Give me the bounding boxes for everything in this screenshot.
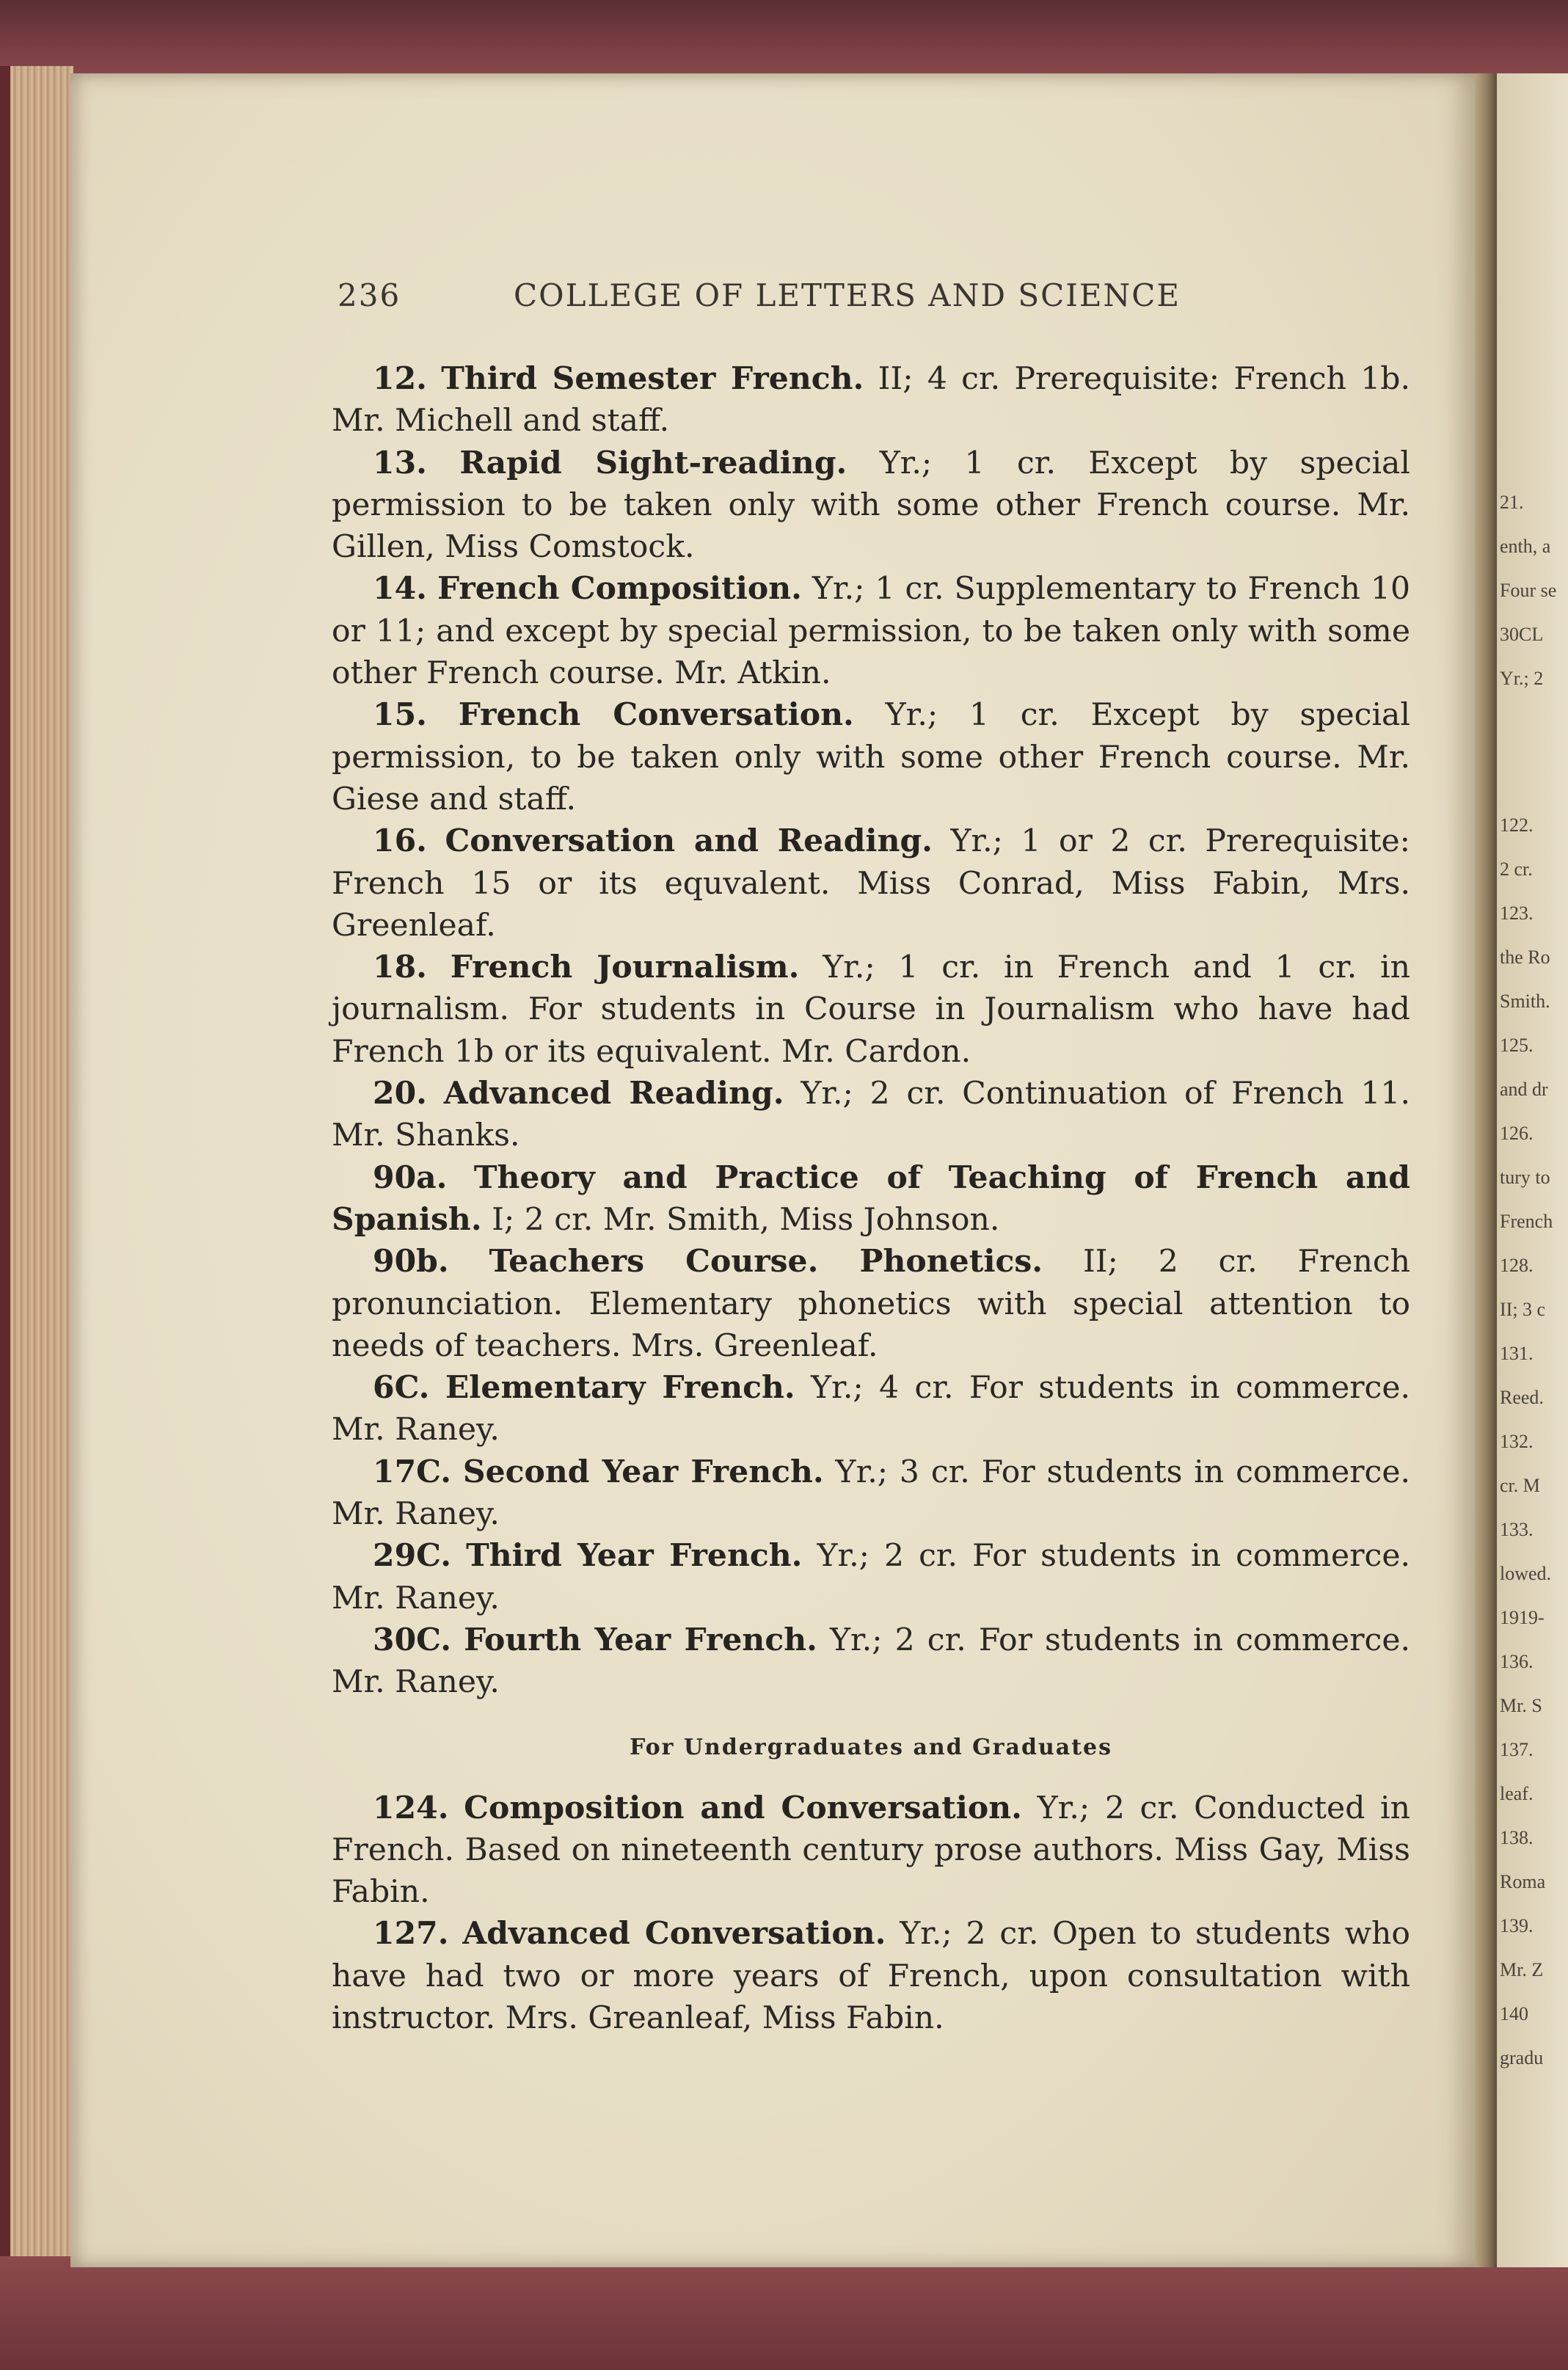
facing-page-fragment: 1919-: [1500, 1607, 1545, 1628]
facing-page-fragment: tury to: [1500, 1167, 1550, 1188]
facing-page-fragment: Yr.; 2: [1500, 668, 1544, 689]
facing-page-fragment: 123.: [1500, 903, 1534, 924]
page-edges: [0, 66, 73, 2267]
facing-page-fragment: 138.: [1500, 1827, 1534, 1848]
course-number: 6C.: [373, 1369, 430, 1407]
running-title: COLLEGE OF LETTERS AND SCIENCE: [514, 277, 1181, 313]
book-binding-bottom: [0, 2256, 1568, 2370]
course-entry: [332, 1619, 1410, 1704]
course-number: 127.: [373, 1915, 449, 1952]
course-details: Yr.; 2 cr. Continuation of French 11. Mr. Shanks.: [332, 1076, 1410, 1154]
course-number: 29C.: [373, 1537, 452, 1575]
course-title: French Journalism.: [450, 949, 800, 986]
facing-page-fragment: 137.: [1500, 1739, 1534, 1760]
course-title: Conversation and Reading.: [445, 823, 933, 860]
course-details: Yr.; 1 cr. Except by special permission, to be taken only with some other French course. Mr. Giese and staff.: [332, 697, 1410, 817]
course-title: French Composition.: [437, 570, 802, 608]
facing-page-fragment: 132.: [1500, 1431, 1534, 1452]
course-number: 20.: [373, 1075, 427, 1112]
facing-page-fragment: 126.: [1500, 1123, 1534, 1144]
course-title: Composition and Conversation.: [464, 1789, 1022, 1826]
section-heading: For Undergraduates and Graduates: [629, 1734, 1113, 1760]
facing-page-fragment: Smith.: [1500, 991, 1550, 1012]
facing-page-fragment: 139.: [1500, 1915, 1534, 1936]
course-entry: [332, 358, 1410, 442]
course-title: Fourth Year French.: [464, 1621, 817, 1658]
course-number: 124.: [373, 1789, 449, 1826]
course-number: 30C.: [373, 1621, 452, 1658]
facing-page-fragment: 122.: [1500, 814, 1534, 836]
course-entry: [332, 1241, 1410, 1367]
facing-page-fragment: lowed.: [1500, 1563, 1552, 1584]
facing-page-fragment: 2 cr.: [1500, 858, 1533, 880]
course-details: II; 2 cr. French pronunciation. Elementary phonetics with special attention to needs of teachers. Mrs. Greenleaf.: [332, 1244, 1411, 1364]
facing-page-fragment: cr. M: [1500, 1475, 1540, 1496]
page-number: 236: [338, 277, 401, 313]
running-head: [338, 277, 1240, 321]
course-number: 12.: [373, 360, 427, 397]
facing-page-fragment: 140: [1500, 2003, 1528, 2024]
course-title: Third Semester French.: [441, 360, 864, 397]
course-details: Yr.; 2 cr. Open to students who have had two or more years of French, upon consultation with instructor. Mrs. Greanleaf, Miss Fabin.: [332, 1916, 1411, 2036]
facing-page-fragment: leaf.: [1500, 1783, 1534, 1804]
course-title: Advanced Reading.: [443, 1075, 784, 1112]
course-entry: [332, 1157, 1410, 1241]
course-details: Yr.; 1 cr. in French and 1 cr. in journalism. For students in Course in Journalism who have had French 1b or its equivalent. Mr. Cardon.: [332, 949, 1411, 1070]
course-number: 18.: [373, 949, 427, 986]
course-entry: [332, 1451, 1410, 1536]
facing-page-fragment: and dr: [1500, 1079, 1548, 1100]
facing-page-fragment: Reed.: [1500, 1387, 1544, 1408]
facing-page-fragment: Four se: [1500, 580, 1557, 601]
course-entry: [332, 947, 1410, 1073]
course-title: French Conversation.: [458, 696, 854, 734]
course-entry: [332, 568, 1410, 694]
page-gutter: [1475, 73, 1497, 2267]
course-title: Advanced Conversation.: [462, 1915, 886, 1952]
course-details: Yr.; 1 or 2 cr. Prerequisite: French 15 or its equvalent. Miss Conrad, Miss Fabin, Mrs. Greenleaf.: [332, 823, 1410, 944]
course-details: Yr.; 1 cr. Except by special permission to be taken only with some other French course. Mr. Gillen, Miss Comstock.: [332, 445, 1410, 566]
facing-page-fragment: 136.: [1500, 1651, 1534, 1672]
course-details: Yr.; 3 cr. For students in commerce. Mr. Raney.: [332, 1454, 1411, 1533]
course-number: 14.: [373, 570, 427, 608]
facing-page-edge: [1497, 73, 1568, 2267]
graduate-course-entry: [332, 1787, 1410, 1914]
facing-page-fragment: French: [1500, 1211, 1553, 1232]
book-binding-top: [0, 0, 1568, 81]
course-number: 17C.: [373, 1453, 452, 1490]
facing-page-fragment: the Ro: [1500, 947, 1550, 968]
facing-page-fragment: enth, a: [1500, 536, 1551, 557]
facing-page-fragment: 131.: [1500, 1343, 1534, 1364]
course-entry: [332, 1535, 1410, 1619]
course-number: 13.: [373, 444, 427, 481]
facing-page-fragment: Mr. Z: [1500, 1959, 1544, 1980]
course-details: Yr.; 4 cr. For students in commerce. Mr. Raney.: [332, 1370, 1411, 1448]
facing-page-fragment: 128.: [1500, 1255, 1534, 1276]
facing-page-fragment: 125.: [1500, 1035, 1534, 1056]
course-details: Yr.; 1 cr. Supplementary to French 10 or 11; and except by special permission, to be taken only with some other French course. Mr. Atkin.: [332, 571, 1410, 692]
course-title: Rapid Sight-reading.: [459, 444, 847, 481]
course-title: Elementary French.: [445, 1369, 795, 1407]
course-details: Yr.; 2 cr. Conducted in French. Based on nineteenth century prose authors. Miss Gay, Miss Fabin.: [332, 1790, 1411, 1911]
course-title: Teachers Course. Phonetics.: [489, 1243, 1043, 1280]
course-listing: [332, 358, 1410, 2039]
facing-page-fragment: Mr. S: [1500, 1695, 1542, 1716]
course-details: I; 2 cr. Mr. Smith, Miss Johnson.: [492, 1201, 1000, 1238]
course-number: 16.: [373, 823, 427, 860]
course-details: Yr.; 2 cr. For students in commerce. Mr. Raney.: [332, 1538, 1410, 1616]
course-entry: [332, 1367, 1410, 1451]
course-entry: [332, 442, 1410, 569]
course-details: II; 4 cr. Prerequisite: French 1b. Mr. Michell and staff.: [332, 361, 1410, 440]
facing-page-fragment: Roma: [1500, 1871, 1546, 1892]
course-details: Yr.; 2 cr. For students in commerce. Mr. Raney.: [332, 1622, 1410, 1701]
course-title: Third Year French.: [466, 1537, 803, 1575]
facing-page-fragment: gradu: [1500, 2047, 1544, 2068]
facing-page-fragment: 133.: [1500, 1519, 1534, 1540]
course-entry: [332, 694, 1410, 820]
course-number: 15.: [373, 696, 427, 734]
graduate-course-entry: [332, 1913, 1410, 2039]
facing-page-fragment: 30CL: [1500, 624, 1544, 645]
course-number: 90a.: [373, 1159, 448, 1196]
course-title: Second Year French.: [462, 1453, 824, 1490]
course-title: Theory and Practice of Teaching of French and Spanish.: [332, 1159, 1410, 1238]
course-entry: [332, 820, 1410, 947]
course-entry: [332, 1073, 1410, 1157]
facing-page-fragment: 21.: [1500, 492, 1524, 513]
course-number: 90b.: [373, 1243, 449, 1280]
facing-page-fragment: II; 3 c: [1500, 1299, 1546, 1320]
